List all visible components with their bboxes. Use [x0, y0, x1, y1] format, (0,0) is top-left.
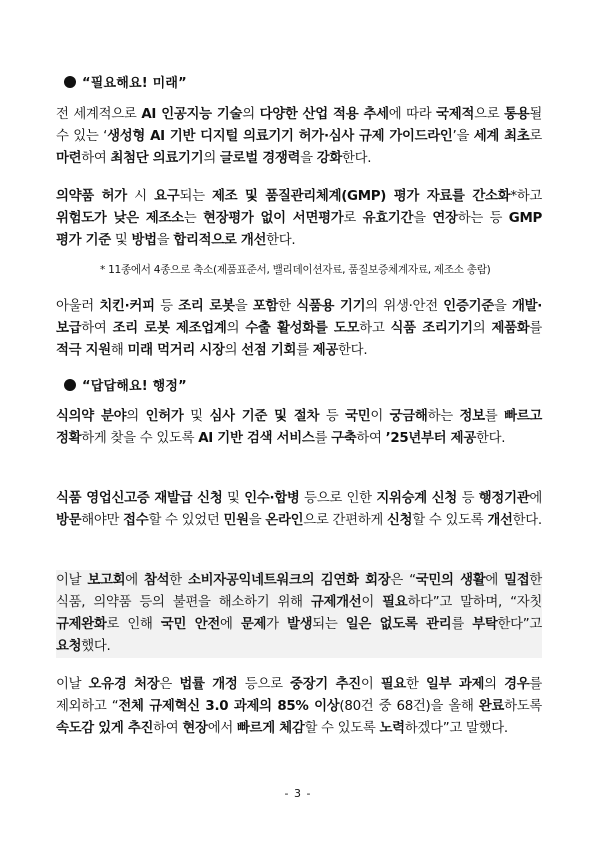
emphasized-text: 중장기 추진	[289, 677, 361, 692]
body-text: 를	[529, 321, 542, 336]
body-text: 하여	[81, 151, 111, 166]
body-text: 이	[360, 677, 381, 692]
emphasized-text: 식품 영업신고증 재발급 신청	[56, 491, 223, 506]
body-text: 을	[493, 299, 512, 314]
body-text: 은	[159, 677, 180, 692]
emphasized-text: 글로벌 경쟁력	[219, 151, 301, 166]
emphasized-text: 국민의 생활	[415, 573, 486, 588]
body-text: 의	[484, 677, 505, 692]
body-text: 을	[413, 211, 433, 226]
emphasized-text: 조리 로봇	[178, 299, 235, 314]
body-text: 을	[156, 233, 174, 248]
emphasized-text: 보고회	[87, 573, 126, 588]
emphasized-text: 민원	[223, 513, 249, 528]
emphasized-text: 정보	[459, 409, 485, 424]
emphasized-text: 온라인	[265, 513, 304, 528]
emphasized-text: 행정기관	[478, 491, 530, 506]
emphasized-text: 수출 활성화를 도모	[245, 321, 360, 336]
emphasized-text: 국민 안전	[160, 617, 220, 632]
body-text: 로 인해	[106, 617, 161, 632]
bullet-icon	[64, 76, 76, 88]
emphasized-text: 제품화	[491, 321, 530, 336]
emphasized-text: 전체 규제혁신 3.0 과제의 85% 이상	[118, 699, 340, 714]
emphasized-text: 최첨단 의료기기	[110, 151, 204, 166]
emphasized-text: 빠르고 정확	[56, 409, 542, 446]
body-text: 등	[457, 491, 479, 506]
body-text: 의	[203, 151, 220, 166]
emphasized-text: 개선	[487, 513, 513, 528]
page-number: - 3 -	[284, 787, 312, 800]
body-text: 가	[266, 617, 287, 632]
body-text: 등으로	[237, 677, 290, 692]
body-text: 이	[370, 409, 390, 424]
emphasized-text: 의약품 허가	[56, 189, 127, 204]
emphasized-text: 다양한 산업 적용 추세	[259, 107, 389, 122]
body-text: 의 위생·안전	[365, 299, 444, 314]
emphasized-text: 인수·합병	[244, 491, 300, 506]
body-text: 을	[300, 151, 317, 166]
paragraph-online-application	[56, 488, 542, 532]
emphasized-text: 적극 지원	[56, 343, 111, 358]
emphasized-text: 강화	[316, 151, 342, 166]
emphasized-text: 연장	[432, 211, 458, 226]
emphasized-text: 노력	[379, 721, 405, 736]
emphasized-text: AI 기반 검색 서비스	[198, 431, 315, 446]
emphasized-text: 방법	[131, 233, 157, 248]
body-text: 해야만	[81, 513, 124, 528]
body-text: 등으로 인한	[299, 491, 377, 506]
body-text: 에	[485, 573, 505, 588]
emphasized-text: 밀접	[504, 573, 530, 588]
body-text: 등	[319, 409, 346, 424]
section-heading-administration: “답답해요! 행정”	[64, 375, 187, 394]
paragraph-consumer-network-quote	[56, 570, 542, 658]
emphasized-text: 식의약 분야	[56, 409, 127, 424]
body-text: 하게 찾을 수 있도록	[81, 431, 199, 446]
emphasized-text: 통용	[504, 107, 530, 122]
emphasized-text: 조리 로봇 제조업계	[112, 321, 227, 336]
paragraph-minister-quote	[56, 674, 542, 740]
body-text: 이날	[56, 573, 88, 588]
body-text: 의	[226, 321, 246, 336]
body-text: 에서	[207, 721, 237, 736]
emphasized-text: 접수	[123, 513, 149, 528]
body-text: 할 수 있도록	[304, 721, 380, 736]
bullet-icon	[64, 379, 76, 391]
body-text: 으로	[474, 107, 505, 122]
body-text: 의	[126, 409, 146, 424]
body-text: ’을	[452, 129, 474, 144]
body-text: 및	[183, 409, 210, 424]
body-text: 한다”고	[497, 617, 543, 632]
body-text: 등	[154, 299, 179, 314]
body-text: 하겠다”고 말했다.	[404, 721, 508, 736]
body-text: 및	[222, 491, 245, 506]
emphasized-text: 유효기간	[362, 211, 414, 226]
emphasized-text: 인허가	[145, 409, 184, 424]
body-text: 한다.	[475, 431, 506, 446]
emphasized-text: 문제	[240, 617, 267, 632]
body-text: 하도록	[504, 699, 542, 714]
body-text: 를	[314, 431, 332, 446]
emphasized-text: 생성형 AI 기반 디지털 의료기기 허가·심사 규제 가이드라인	[107, 129, 453, 144]
body-text: 한	[169, 573, 188, 588]
body-text: 로	[343, 211, 363, 226]
body-text: 하여	[81, 321, 113, 336]
emphasized-text: 빠르게 체감	[236, 721, 305, 736]
body-text: 에	[220, 617, 241, 632]
body-text: 하여	[356, 431, 386, 446]
body-text: 의	[224, 343, 242, 358]
footnote-gmp-reduction: * 11종에서 4종으로 축소(제품표준서, 밸리데이션자료, 품질보증체계자료, 제조소 총람)	[100, 264, 491, 276]
body-text: 이	[361, 595, 383, 610]
emphasized-text: 속도감 있게 추진	[56, 721, 154, 736]
body-text: 를 제외하고 “	[56, 677, 542, 714]
body-text: 할 수 있도록	[412, 513, 488, 528]
emphasized-text: 치킨·커피	[99, 299, 155, 314]
body-text: 한다.	[341, 151, 372, 166]
body-text: *하고	[510, 189, 542, 204]
body-text: 전 세계적으로	[56, 107, 142, 122]
body-text: 를	[484, 409, 505, 424]
emphasized-text: 법률 개정	[179, 677, 238, 692]
body-text: 의	[242, 107, 260, 122]
body-text: 은 “	[390, 573, 416, 588]
body-text: 를	[296, 343, 313, 358]
body-text: 아울러	[56, 299, 100, 314]
emphasized-text: 필요	[380, 677, 407, 692]
emphasized-text: 발생	[286, 617, 313, 632]
emphasized-text: 방문	[56, 513, 82, 528]
body-text: 한다.	[512, 513, 542, 528]
emphasized-text: 부탁	[472, 617, 498, 632]
body-text: 한다.	[338, 343, 368, 358]
body-text: 한다.	[266, 233, 296, 248]
body-text: 에	[529, 491, 542, 506]
emphasized-text: 규제완화	[56, 617, 107, 632]
body-text: (80건 중 68건)을 올해	[339, 699, 479, 714]
body-text: 하고	[359, 321, 391, 336]
emphasized-text: 경우	[504, 677, 530, 692]
emphasized-text: 참석	[143, 573, 170, 588]
emphasized-text: AI 인공지능 기술	[141, 107, 243, 122]
paragraph-ai-guideline	[56, 104, 542, 170]
body-text: 을	[248, 513, 266, 528]
body-text: 했다.	[81, 639, 111, 654]
emphasized-text: 세계 최초	[473, 129, 530, 144]
body-text: 한	[406, 677, 426, 692]
body-text: 한	[278, 299, 297, 314]
section-heading-future: “필요해요! 미래”	[64, 72, 187, 91]
emphasized-text: 소비자공익네트워크의 김연화 회장	[187, 573, 391, 588]
emphasized-text: 제공	[312, 343, 339, 358]
emphasized-text: 개발·보급	[56, 299, 543, 336]
emphasized-text: 미래 먹거리 시장	[127, 343, 225, 358]
body-text: 하는	[427, 409, 460, 424]
emphasized-text: 식품 조리기기	[390, 321, 473, 336]
emphasized-text: 규제개선	[310, 595, 362, 610]
body-text: 해	[110, 343, 128, 358]
emphasized-text: 구축	[331, 431, 357, 446]
body-text: 이날	[56, 677, 89, 692]
body-text: 시	[126, 189, 155, 204]
body-text: 으로 간편하게	[303, 513, 387, 528]
emphasized-text: 선점 기회	[241, 343, 297, 358]
body-text: 하다”고 말하며, “자칫	[407, 595, 542, 610]
emphasized-text: 국제적	[436, 107, 475, 122]
emphasized-text: 마련	[56, 151, 82, 166]
body-text: 에	[125, 573, 144, 588]
paragraph-cooking-robot	[56, 296, 542, 362]
body-text: 하는 등	[457, 211, 509, 226]
body-text: 하여	[153, 721, 183, 736]
emphasized-text: 완료	[478, 699, 505, 714]
emphasized-text: 위험도가 낮은 제조소	[56, 211, 184, 226]
emphasized-text: 지위승계 신청	[376, 491, 458, 506]
body-text: 할 수 있었던	[148, 513, 224, 528]
body-text: 되는	[312, 617, 346, 632]
emphasized-text: 식품용 기기	[296, 299, 366, 314]
emphasized-text: 현장	[182, 721, 208, 736]
body-text: 한 식품, 의약품 등의 불편을 해소하기 위해	[56, 573, 543, 610]
body-text: 로	[529, 129, 542, 144]
emphasized-text: ’25년부터 제공	[385, 431, 476, 446]
emphasized-text: 제조 및 품질관리체계(GMP) 평가 자료를 간소화	[212, 189, 511, 204]
emphasized-text: 궁금해	[389, 409, 428, 424]
body-text: 를	[451, 617, 473, 632]
emphasized-text: GMP 평가 기준	[56, 211, 543, 248]
paragraph-gmp-evaluation	[56, 186, 542, 252]
body-text: 될 수 있는 ‘	[56, 107, 543, 144]
emphasized-text: 일부 과제	[425, 677, 485, 692]
emphasized-text: 현장평가 없이 서면평가	[202, 211, 344, 226]
body-text: 을	[234, 299, 253, 314]
emphasized-text: 국민	[345, 409, 371, 424]
emphasized-text: 합리적으로 개선	[173, 233, 267, 248]
emphasized-text: 필요	[382, 595, 408, 610]
emphasized-text: 일은 없도록 관리	[345, 617, 452, 632]
body-text: 에 따라	[388, 107, 437, 122]
body-text: 는	[183, 211, 203, 226]
emphasized-text: 심사 기준 및 절차	[209, 409, 320, 424]
emphasized-text: 포함	[252, 299, 279, 314]
paragraph-ai-search-service	[56, 406, 542, 450]
body-text: 의	[472, 321, 492, 336]
emphasized-text: 오유경 처장	[88, 677, 160, 692]
emphasized-text: 신청	[387, 513, 413, 528]
body-text: 및	[110, 233, 132, 248]
emphasized-text: 인증기준	[443, 299, 494, 314]
emphasized-text: 요청	[56, 639, 82, 654]
emphasized-text: 요구	[154, 189, 180, 204]
body-text: 되는	[179, 189, 213, 204]
